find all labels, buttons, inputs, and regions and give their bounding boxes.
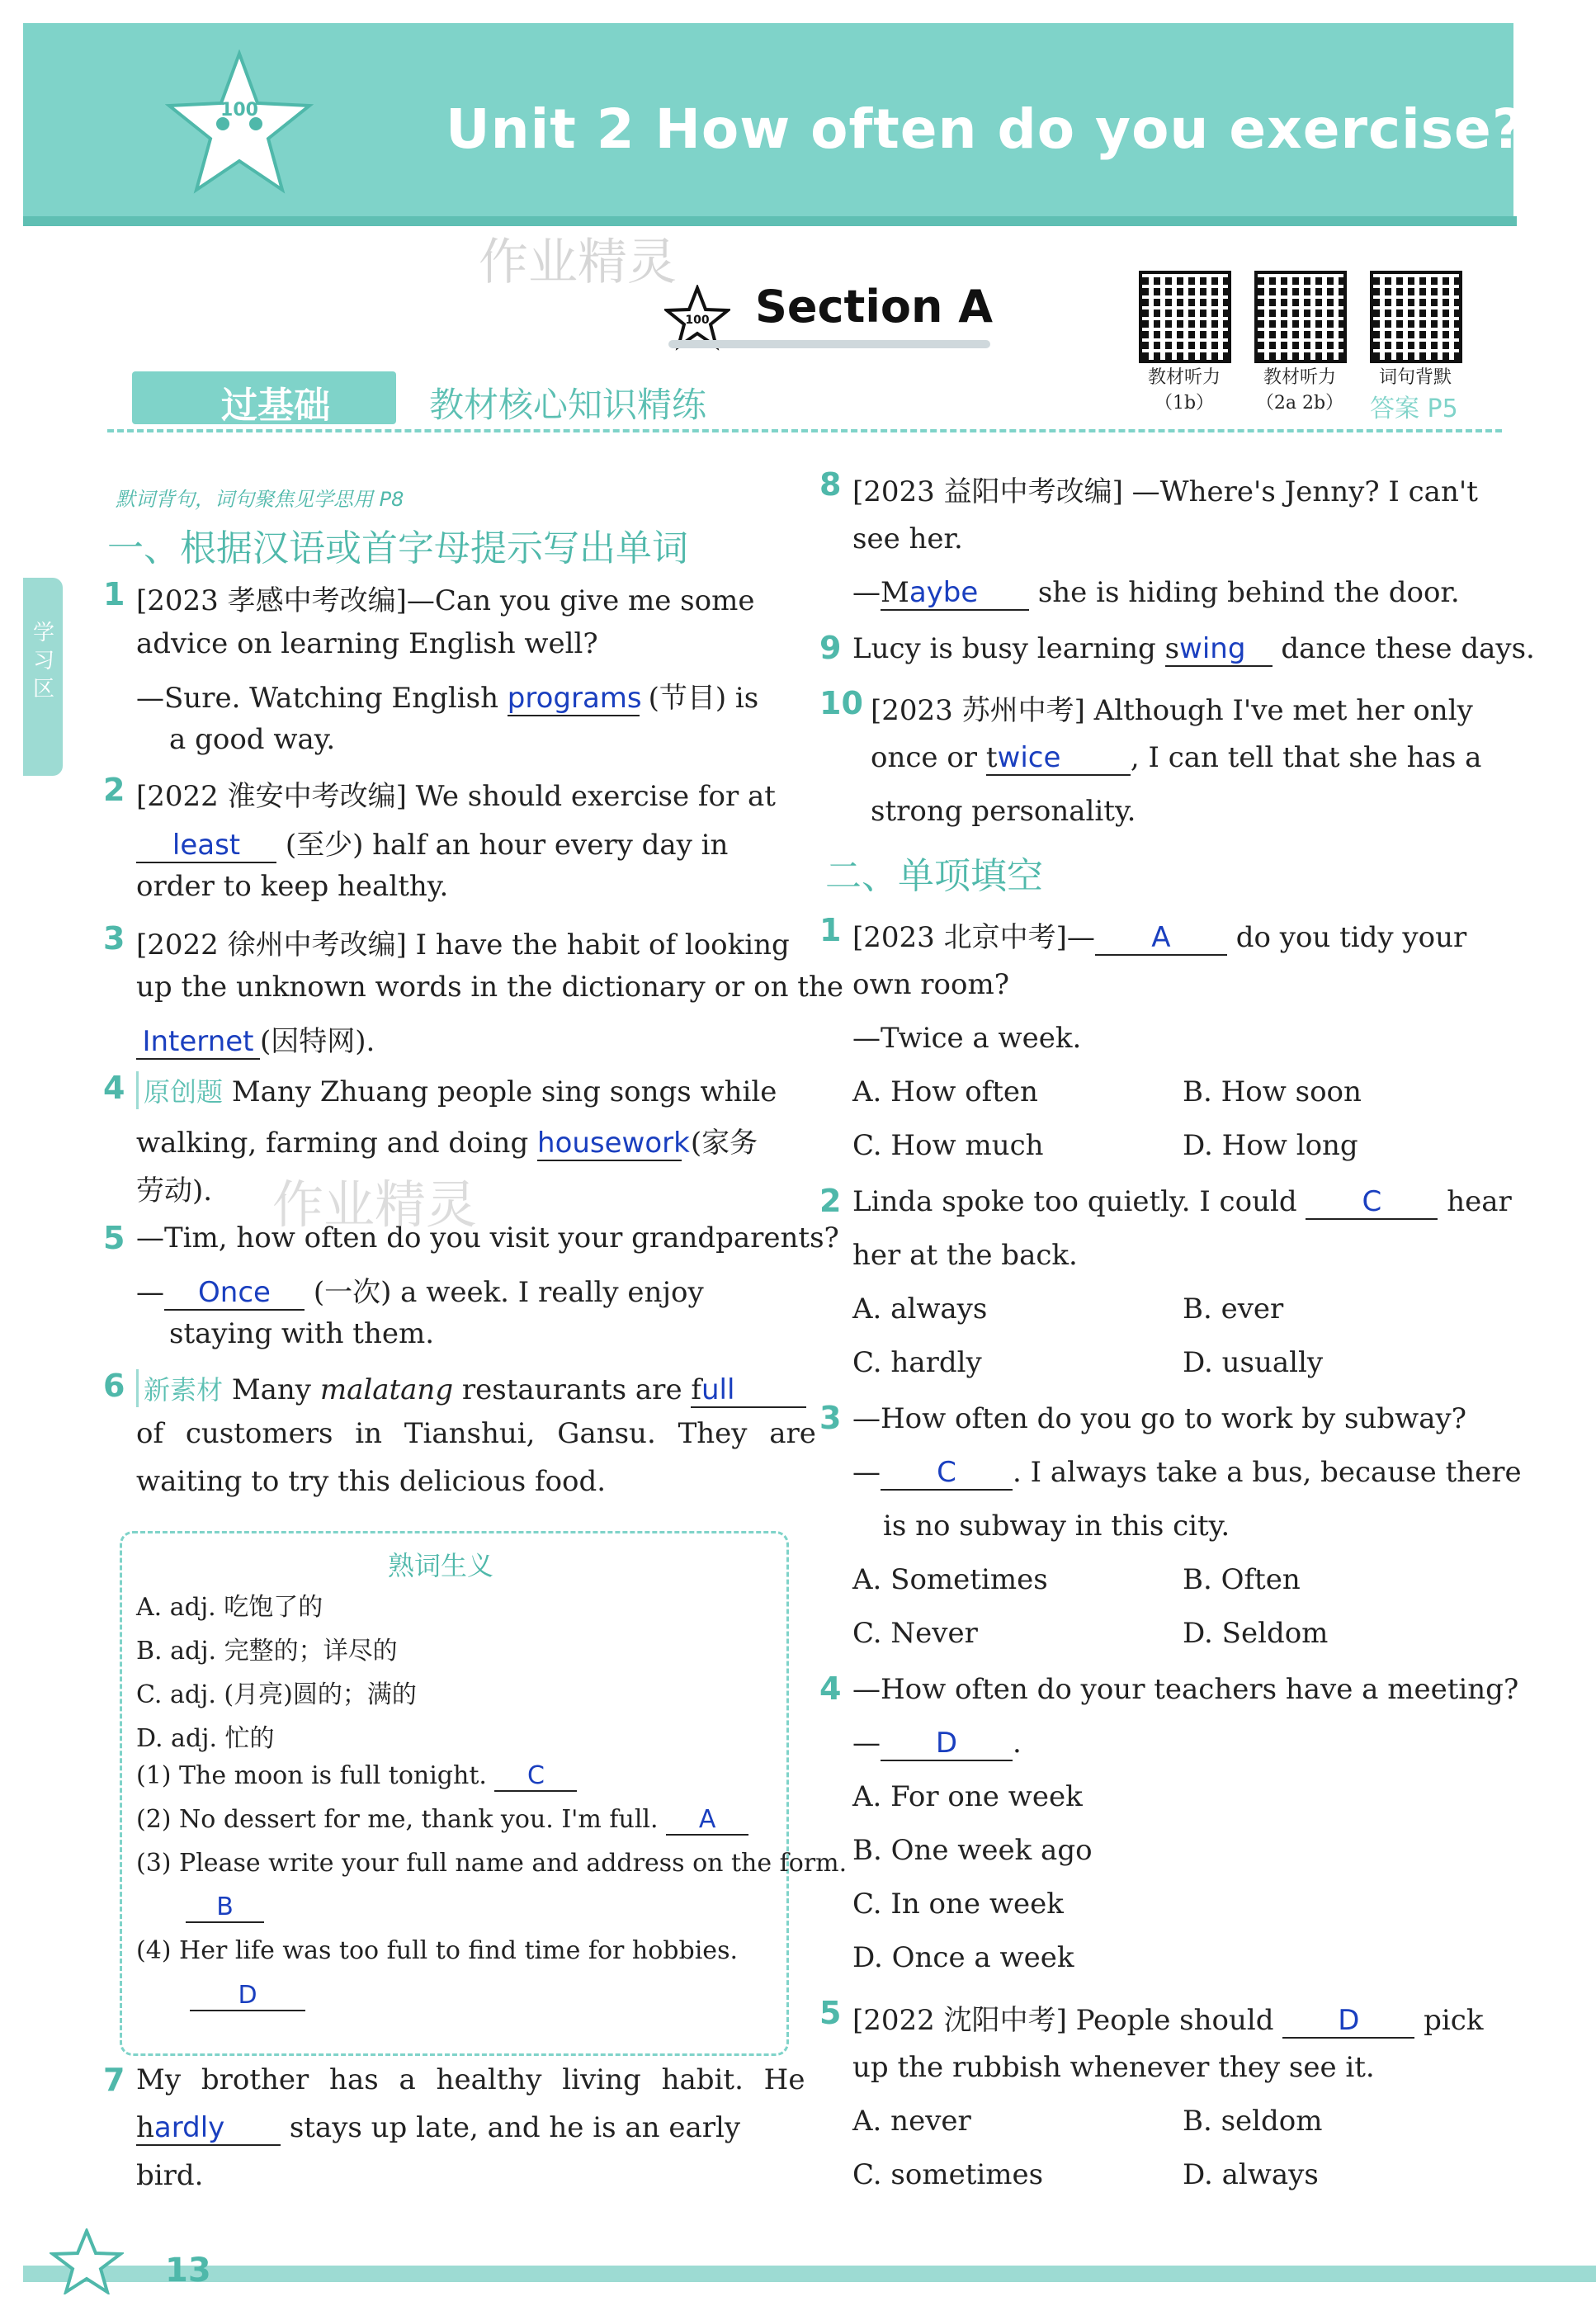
mc3-stem: —How often do you go to work by subway?: [852, 1402, 1466, 1435]
answer-blank[interactable]: twice: [986, 741, 1131, 776]
q9-line1: Lucy is busy learning swing dance these days.: [852, 632, 1535, 665]
q2-line2: least (至少) half an hour every day in: [136, 822, 728, 863]
option[interactable]: C. In one week: [852, 1888, 1064, 1921]
answer-blank[interactable]: D: [1282, 2004, 1414, 2039]
page-number: 13: [165, 2252, 211, 2289]
q4-line3: 劳动).: [136, 1174, 213, 1207]
watermark: 作业精灵: [479, 234, 677, 291]
answer-blank[interactable]: [508, 682, 640, 716]
qr-code-icon[interactable]: [1370, 271, 1462, 363]
option[interactable]: D. always: [1183, 2158, 1319, 2191]
option[interactable]: D. Seldom: [1183, 1617, 1329, 1650]
footer-star-icon: [50, 2228, 124, 2294]
section-underline: [668, 340, 990, 348]
qr-group-2[interactable]: [1238, 271, 1362, 414]
header-banner-edge: [23, 216, 1517, 226]
answer-blank[interactable]: C: [1306, 1185, 1438, 1220]
mc2-stem: Linda spoke too quietly. I could C hear: [852, 1185, 1512, 1218]
definition: D. adj. 忙的: [136, 1724, 275, 1753]
q3-line1: [2022 徐州中考改编] I have the habit of looking: [136, 929, 790, 962]
q8-line3: —Maybe she is hiding behind the door.: [852, 576, 1460, 609]
option[interactable]: D. How long: [1183, 1129, 1358, 1162]
q7-line2: hardly stays up late, and he is an early: [136, 2111, 741, 2144]
mc5-stem: [2022 沈阳中考] People should D pick: [852, 2004, 1484, 2037]
answer-blank[interactable]: swing: [1165, 632, 1273, 667]
question-number: 5: [103, 1220, 125, 1256]
q10-line3: strong personality.: [871, 795, 1136, 828]
q10-line1: [2023 苏州中考] Although I've met her only: [871, 694, 1473, 727]
option[interactable]: C. How much: [852, 1129, 1044, 1162]
mc4-stem: —How often do your teachers have a meeting?: [852, 1673, 1519, 1706]
option[interactable]: A. For one week: [852, 1780, 1083, 1813]
qr-code-icon[interactable]: [1139, 271, 1231, 363]
section-title: Section A: [755, 281, 993, 333]
mc5-line2: up the rubbish whenever they see it.: [852, 2051, 1375, 2084]
watermark: 作业精灵: [272, 1174, 478, 1235]
mascot-star-icon: [165, 50, 314, 206]
part2-heading: 二、单项填空: [825, 855, 1043, 897]
basics-tag: 过基础: [221, 385, 330, 427]
q3-line2: up the unknown words in the dictionary or on the: [136, 971, 843, 1004]
answer-blank[interactable]: least: [136, 829, 276, 863]
q1-line4: a good way.: [169, 723, 336, 756]
q6-line1: 新素材 Many malatang restaurants are full: [136, 1369, 806, 1408]
answer: programs: [507, 682, 642, 715]
tips-line: 默词背句，词句聚焦见学思用 P8: [116, 488, 404, 511]
question-number: 9: [819, 630, 842, 666]
answer-blank[interactable]: D: [190, 1981, 305, 2011]
q1-line1: [2023 孝感中考改编]—Can you give me some: [136, 584, 755, 617]
svg-text:100: 100: [685, 314, 710, 327]
answer-blank[interactable]: C: [881, 1456, 1013, 1491]
part1-heading: 一、根据汉语或首字母提示写出单词: [107, 527, 688, 569]
option[interactable]: A. always: [852, 1292, 988, 1325]
mc1-line2: own room?: [852, 968, 1009, 1001]
question-number: 1: [103, 576, 125, 612]
q5-line1: —Tim, how often do you visit your grandparents?: [136, 1222, 839, 1255]
mc1-stem: [2023 北京中考]— A do you tidy your: [852, 921, 1467, 954]
box-q4: (4) Her life was too full to find time for hobbies.: [136, 1936, 738, 1965]
option[interactable]: A. How often: [852, 1075, 1038, 1108]
answer-blank[interactable]: C: [494, 1761, 577, 1792]
option[interactable]: B. One week ago: [852, 1834, 1093, 1867]
option[interactable]: B. Often: [1183, 1563, 1301, 1596]
qr-code-icon[interactable]: [1254, 271, 1347, 363]
question-number: 5: [819, 1995, 842, 2031]
answer-blank[interactable]: Once: [164, 1276, 305, 1311]
q1-line2: advice on learning English well?: [136, 627, 598, 660]
mc1-line3: —Twice a week.: [852, 1022, 1082, 1055]
q8-line2: see her.: [852, 522, 963, 555]
option[interactable]: C. hardly: [852, 1346, 982, 1379]
question-number: 3: [103, 920, 125, 957]
q6-line3: waiting to try this delicious food.: [136, 1465, 607, 1498]
unit-title: Unit 2 How often do you exercise?: [446, 97, 1525, 161]
side-tab-label: 学习区: [32, 621, 54, 702]
q10-line2: once or twice , I can tell that she has a: [871, 741, 1482, 774]
option[interactable]: B. ever: [1183, 1292, 1284, 1325]
option[interactable]: D. Once a week: [852, 1941, 1074, 1974]
question-number: 2: [103, 772, 125, 808]
answer-blank[interactable]: housework: [537, 1127, 690, 1160]
question-number: 8: [819, 466, 842, 503]
q7-line3: bird.: [136, 2159, 204, 2192]
option[interactable]: C. Never: [852, 1617, 978, 1650]
answer-blank[interactable]: A: [1095, 921, 1227, 956]
box-q2: (2) No dessert for me, thank you. I'm full. A: [136, 1805, 748, 1836]
question-number: 3: [819, 1400, 842, 1436]
q2-line3: order to keep healthy.: [136, 870, 449, 903]
option[interactable]: A. never: [852, 2105, 971, 2138]
option[interactable]: A. Sometimes: [852, 1563, 1048, 1596]
q5-line3: staying with them.: [169, 1317, 435, 1350]
option[interactable]: B. How soon: [1183, 1075, 1362, 1108]
mc3-line3: is no subway in this city.: [883, 1510, 1230, 1543]
answer-blank[interactable]: D: [881, 1727, 1013, 1761]
q7-line1: My brother has a healthy living habit. He: [136, 2063, 805, 2096]
qr-caption: 教材听力: [1147, 367, 1221, 388]
question-number: 4: [819, 1670, 842, 1707]
answer-blank[interactable]: B: [186, 1893, 264, 1923]
answer-blank[interactable]: Maybe: [881, 576, 1029, 611]
box-q1: (1) The moon is full tonight. C: [136, 1761, 577, 1792]
q1-line3: —Sure. Watching English programs (节目) is: [136, 682, 759, 715]
qr-caption-sub: （1b）: [1154, 393, 1215, 413]
option[interactable]: B. seldom: [1183, 2105, 1323, 2138]
answer-blank[interactable]: A: [666, 1805, 748, 1836]
q8-line1: [2023 益阳中考改编] —Where's Jenny? I can't: [852, 475, 1478, 508]
definition: C. adj. (月亮)圆的；满的: [136, 1680, 417, 1709]
question-number: 10: [819, 685, 863, 721]
original-tag: 原创题: [136, 1071, 223, 1109]
question-number: 1: [819, 912, 842, 948]
answer-reference: 答案 P5: [1370, 395, 1458, 423]
svg-text:100: 100: [220, 100, 258, 120]
definition: A. adj. 吃饱了的: [136, 1593, 323, 1622]
option[interactable]: D. usually: [1183, 1346, 1324, 1379]
answer-blank[interactable]: Internet: [136, 1025, 260, 1060]
box-q3: (3) Please write your full name and address on the form.: [136, 1849, 848, 1878]
basics-description: 教材核心知识精练: [429, 385, 707, 425]
qr-caption-sub: （2a 2b）: [1255, 393, 1344, 413]
qr-group-1[interactable]: [1122, 271, 1246, 414]
mc3-line2: — C . I always take a bus, because there: [852, 1456, 1522, 1489]
box-title: 熟词生义: [388, 1550, 494, 1581]
q4-line1: 原创题 Many Zhuang people sing songs while: [136, 1071, 777, 1109]
divider: [107, 429, 1502, 432]
question-number: 6: [103, 1368, 125, 1404]
q5-line2: — Once (一次) a week. I really enjoy: [136, 1276, 704, 1309]
answer-blank[interactable]: hardly: [136, 2111, 281, 2146]
qr-caption: 教材听力: [1263, 367, 1336, 388]
box-q4-answer: [190, 1981, 305, 2011]
question-number: 7: [103, 2062, 125, 2098]
box-q3-answer: [186, 1893, 264, 1923]
new-material-tag: 新素材: [136, 1369, 223, 1407]
qr-group-3[interactable]: [1353, 271, 1477, 389]
qr-caption: 词句背默: [1378, 367, 1452, 388]
answer-blank[interactable]: full: [691, 1373, 806, 1408]
question-number: 4: [103, 1070, 125, 1106]
q6-line2: of customers in Tianshui, Gansu. They are: [136, 1417, 816, 1450]
option[interactable]: C. sometimes: [852, 2158, 1044, 2191]
q2-line1: [2022 淮安中考改编] We should exercise for at: [136, 780, 776, 813]
q4-line2: walking, farming and doing housework (家务: [136, 1127, 758, 1160]
definition: B. adj. 完整的；详尽的: [136, 1637, 398, 1666]
mc2-line2: her at the back.: [852, 1239, 1078, 1272]
q3-line3: Internet (因特网).: [136, 1018, 375, 1060]
question-number: 2: [819, 1183, 842, 1219]
footer-bar: [23, 2266, 1596, 2282]
mc4-line2: — D .: [852, 1727, 1022, 1760]
